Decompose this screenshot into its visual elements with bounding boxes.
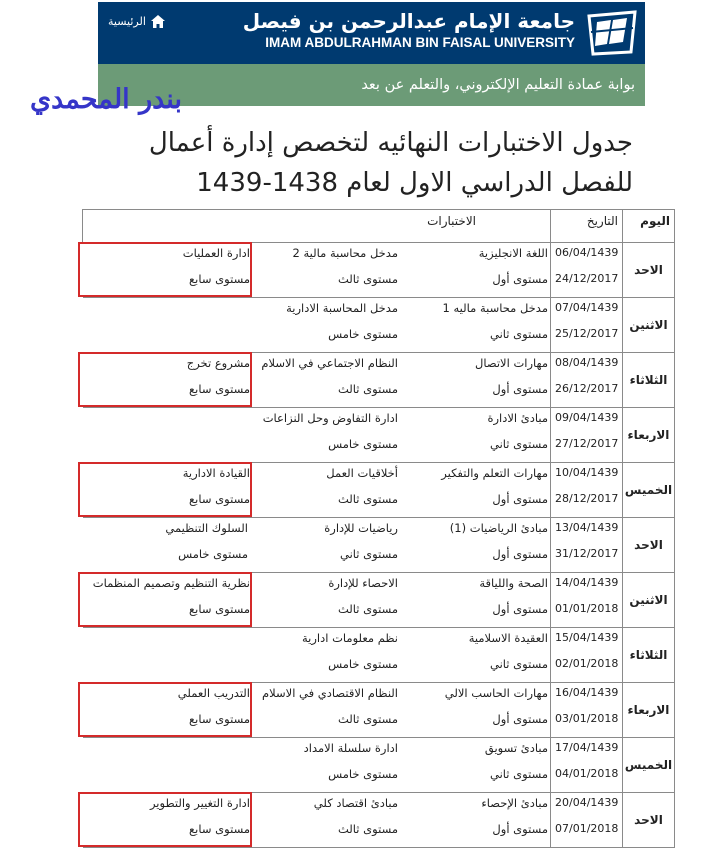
- exam-3-highlighted: [80, 574, 250, 625]
- exam-level: مستوى ثالث: [338, 492, 398, 506]
- date-cell: [551, 738, 623, 793]
- exam-2: [252, 576, 398, 624]
- exam-2: [252, 796, 398, 844]
- exam-3: [78, 631, 248, 679]
- exam-name: النظام الاجتماعي في الاسلام: [261, 356, 398, 370]
- day-cell: الاربعاء: [623, 683, 675, 738]
- exam-2: [252, 686, 398, 734]
- date-cell: [551, 298, 623, 353]
- header-date: التاريخ: [551, 210, 623, 243]
- table-row: [83, 353, 675, 408]
- gregorian-date: 27/12/2017: [555, 437, 619, 450]
- exams-cell: [83, 408, 551, 463]
- exam-level: مستوى خامس: [328, 437, 398, 451]
- exam-level: مستوى أول: [492, 602, 548, 616]
- hijri-date: 13/04/1439: [555, 521, 619, 534]
- date-cell: [551, 353, 623, 408]
- exam-name: أخلاقيات العمل: [326, 466, 398, 480]
- home-link[interactable]: [108, 15, 165, 28]
- exam-1: [402, 631, 548, 679]
- exam-name: ادارة التفاوض وحل النزاعات: [262, 411, 398, 425]
- date-cell: [551, 628, 623, 683]
- table-row: [83, 573, 675, 628]
- exam-name: مبادئ الإحصاء: [481, 796, 548, 810]
- day-cell: الاثنين: [623, 573, 675, 628]
- exam-1: [402, 741, 548, 789]
- exam-3-highlighted: [80, 354, 250, 405]
- exam-level: مستوى ثاني: [490, 767, 548, 781]
- date-cell: [551, 463, 623, 518]
- exam-name: الاحصاء للإدارة: [328, 576, 398, 590]
- exam-3: [78, 301, 248, 349]
- gregorian-date: 03/01/2018: [555, 712, 619, 725]
- exam-3: [78, 411, 248, 459]
- table-body: [83, 243, 675, 848]
- day-cell: الاربعاء: [623, 408, 675, 463]
- table-row: [83, 793, 675, 848]
- exam-level: مستوى أول: [492, 492, 548, 506]
- table-row: [83, 463, 675, 518]
- exam-1: [402, 246, 548, 294]
- exam-level: مستوى ثاني: [490, 437, 548, 451]
- exams-cell: [83, 628, 551, 683]
- exam-level: مستوى أول: [492, 547, 548, 561]
- exam-1: [402, 521, 548, 569]
- hijri-date: 08/04/1439: [555, 356, 619, 369]
- exam-2: [252, 411, 398, 459]
- gregorian-date: 07/01/2018: [555, 822, 619, 835]
- exam-name: النظام الاقتصادي في الاسلام: [262, 686, 398, 700]
- exams-cell: [83, 683, 551, 738]
- exam-2: [252, 356, 398, 404]
- exam-level: مستوى ثالث: [338, 822, 398, 836]
- exam-name: مشروع تخرج: [186, 356, 250, 370]
- exam-name: نظرية التنظيم وتصميم المنظمات: [92, 576, 250, 590]
- exam-name: نظم معلومات ادارية: [302, 631, 398, 645]
- gregorian-date: 31/12/2017: [555, 547, 619, 560]
- exam-1: [402, 301, 548, 349]
- exam-level: مستوى أول: [492, 382, 548, 396]
- exam-name: رياضيات للإدارة: [324, 521, 398, 535]
- exam-2: [252, 301, 398, 349]
- exam-name: ادارة التغيير والتطوير: [149, 796, 250, 810]
- header-day: اليوم: [623, 210, 675, 243]
- hijri-date: 06/04/1439: [555, 246, 619, 259]
- exam-name: التدريب العملي: [177, 686, 250, 700]
- exam-name: ادارة سلسلة الامداد: [303, 741, 398, 755]
- gregorian-date: 01/01/2018: [555, 602, 619, 615]
- exam-level: مستوى خامس: [328, 327, 398, 341]
- day-cell: الخميس: [623, 738, 675, 793]
- hijri-date: 20/04/1439: [555, 796, 619, 809]
- gregorian-date: 02/01/2018: [555, 657, 619, 670]
- exam-level: مستوى خامس: [178, 547, 248, 561]
- date-cell: [551, 408, 623, 463]
- exam-2: [252, 631, 398, 679]
- day-cell: الاثنين: [623, 298, 675, 353]
- hijri-date: 15/04/1439: [555, 631, 619, 644]
- exam-3-highlighted: [80, 244, 250, 295]
- exam-level: مستوى ثالث: [338, 272, 398, 286]
- university-name-ar: جامعة الإمام عبدالرحمن بن فيصل: [242, 9, 575, 33]
- exam-level: مستوى سابع: [189, 822, 250, 836]
- exam-name: مهارات التعلم والتفكير: [441, 466, 548, 480]
- exam-level: مستوى ثاني: [490, 657, 548, 671]
- university-name-en: IMAM ABDULRAHMAN BIN FAISAL UNIVERSITY: [265, 35, 575, 50]
- table-row: [83, 628, 675, 683]
- gregorian-date: 28/12/2017: [555, 492, 619, 505]
- exam-name: مهارات الاتصال: [475, 356, 548, 370]
- day-cell: الخميس: [623, 463, 675, 518]
- exam-3: [78, 741, 248, 789]
- exam-1: [402, 356, 548, 404]
- exam-level: مستوى سابع: [189, 272, 250, 286]
- exam-level: مستوى سابع: [189, 382, 250, 396]
- exams-cell: [83, 518, 551, 573]
- exam-name: القيادة الادارية: [182, 466, 250, 480]
- banner-top: [98, 2, 645, 64]
- exam-name: الصحة واللياقة: [479, 576, 548, 590]
- date-cell: [551, 793, 623, 848]
- exam-level: مستوى أول: [492, 712, 548, 726]
- exam-level: مستوى أول: [492, 272, 548, 286]
- exam-3: [78, 521, 248, 569]
- exam-3-highlighted: [80, 794, 250, 845]
- hijri-date: 14/04/1439: [555, 576, 619, 589]
- exam-level: مستوى سابع: [189, 602, 250, 616]
- exam-name: مبادئ الادارة: [487, 411, 548, 425]
- table-header-row: [83, 210, 675, 243]
- home-icon: [151, 15, 165, 28]
- exam-name: مبادئ الرياضيات (1): [449, 521, 548, 535]
- exam-1: [402, 576, 548, 624]
- exam-name: مبادئ اقتصاد كلي: [313, 796, 398, 810]
- header-exams: الاختبارات: [83, 210, 551, 243]
- exam-schedule-table: [82, 209, 675, 848]
- exam-2: [252, 246, 398, 294]
- gregorian-date: 26/12/2017: [555, 382, 619, 395]
- exams-cell: [83, 353, 551, 408]
- hijri-date: 16/04/1439: [555, 686, 619, 699]
- table-row: [83, 408, 675, 463]
- exam-level: مستوى ثالث: [338, 712, 398, 726]
- exam-level: مستوى خامس: [328, 657, 398, 671]
- exam-level: مستوى سابع: [189, 712, 250, 726]
- exam-name: مبادئ تسويق: [484, 741, 548, 755]
- page-title-line1: جدول الاختبارات النهائيه لتخصص إدارة أعمال: [148, 128, 633, 158]
- exam-name: السلوك التنظيمي: [165, 521, 248, 535]
- date-cell: [551, 573, 623, 628]
- exam-3-highlighted: [80, 684, 250, 735]
- exam-level: مستوى ثاني: [340, 547, 398, 561]
- exam-level: مستوى ثالث: [338, 602, 398, 616]
- exam-name: اللغة الانجليزية: [478, 246, 548, 260]
- exam-2: [252, 521, 398, 569]
- exams-cell: [83, 738, 551, 793]
- exam-name: مدخل المحاسبة الادارية: [286, 301, 398, 315]
- date-cell: [551, 243, 623, 298]
- exam-name: مدخل محاسبة ماليه 1: [442, 301, 548, 315]
- exams-cell: [83, 243, 551, 298]
- page-title-line2: للفصل الدراسي الاول لعام 1438-1439: [196, 168, 633, 198]
- exam-name: مدخل محاسبة مالية 2: [292, 246, 398, 260]
- exam-name: مهارات الحاسب الالي: [444, 686, 548, 700]
- exam-1: [402, 411, 548, 459]
- exams-cell: [83, 463, 551, 518]
- signature-watermark: بندر المحمدي: [30, 84, 182, 115]
- exam-1: [402, 466, 548, 514]
- exam-level: مستوى ثاني: [490, 327, 548, 341]
- exams-cell: [83, 573, 551, 628]
- date-cell: [551, 518, 623, 573]
- hijri-date: 09/04/1439: [555, 411, 619, 424]
- portal-title: بوابة عمادة التعليم الإلكتروني، والتعلم عن بعد: [361, 77, 635, 93]
- day-cell: الثلاثاء: [623, 628, 675, 683]
- table-row: [83, 683, 675, 738]
- exam-2: [252, 466, 398, 514]
- exam-level: مستوى سابع: [189, 492, 250, 506]
- university-logo-icon: [585, 8, 639, 58]
- exam-1: [402, 686, 548, 734]
- exam-name: العقيدة الاسلامية: [468, 631, 548, 645]
- exam-2: [252, 741, 398, 789]
- hijri-date: 07/04/1439: [555, 301, 619, 314]
- table-row: [83, 518, 675, 573]
- exam-1: [402, 796, 548, 844]
- table-row: [83, 738, 675, 793]
- exam-3-highlighted: [80, 464, 250, 515]
- table-row: [83, 298, 675, 353]
- day-cell: الثلاثاء: [623, 353, 675, 408]
- exams-cell: [83, 793, 551, 848]
- hijri-date: 17/04/1439: [555, 741, 619, 754]
- exam-level: مستوى أول: [492, 822, 548, 836]
- day-cell: الاحد: [623, 793, 675, 848]
- exam-level: مستوى ثالث: [338, 382, 398, 396]
- hijri-date: 10/04/1439: [555, 466, 619, 479]
- day-cell: الاحد: [623, 518, 675, 573]
- gregorian-date: 25/12/2017: [555, 327, 619, 340]
- exam-name: ادارة العمليات: [182, 246, 250, 260]
- exams-cell: [83, 298, 551, 353]
- day-cell: الاحد: [623, 243, 675, 298]
- gregorian-date: 24/12/2017: [555, 272, 619, 285]
- home-label: الرئيسية: [108, 15, 146, 28]
- date-cell: [551, 683, 623, 738]
- exam-level: مستوى خامس: [328, 767, 398, 781]
- table-row: [83, 243, 675, 298]
- gregorian-date: 04/01/2018: [555, 767, 619, 780]
